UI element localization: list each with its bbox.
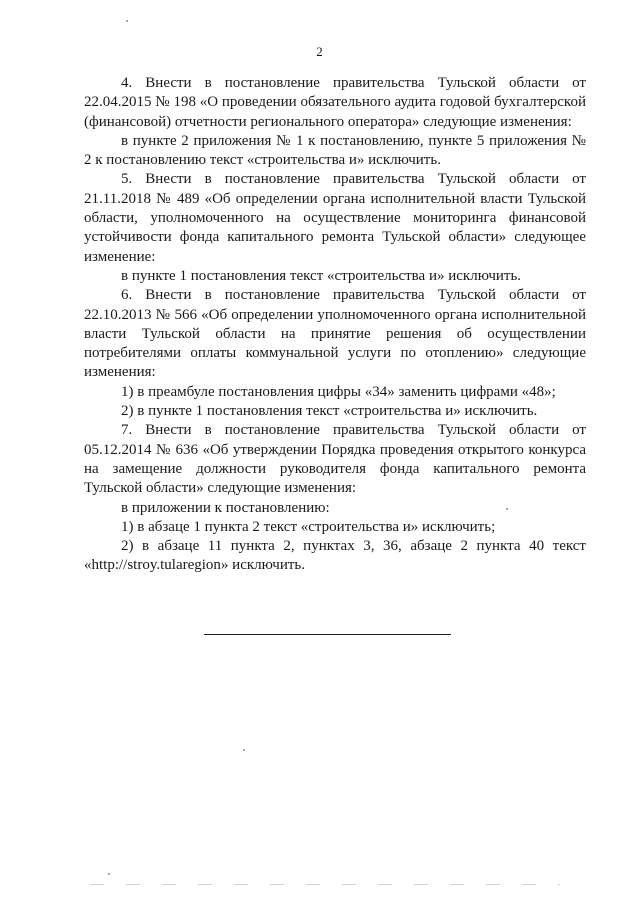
paragraph-item-6-change-2: 2) в пункте 1 постановления текст «строительства и» исключить.: [121, 403, 538, 420]
document-body: [84, 74, 586, 576]
page-number: 2: [316, 44, 323, 59]
scan-edge-artifact: [90, 884, 560, 885]
paragraph-item-4-change: в пункте 2 приложения № 1 к постановлению, пункте 5 приложения № 2 к постановлению текст «строительства и» исключить.: [84, 132, 586, 169]
paragraph-item-7: 7. Внести в постановление правительства Тульской области от 05.12.2014 № 636 «Об утверждении Порядка проведения открытого конкурса на замещение должности руководителя фонда капитального ремонта Тульской области» следующие изменения:: [84, 422, 586, 497]
paragraph-item-6-change-1: 1) в преамбуле постановления цифры «34» заменить цифрами «48»;: [121, 383, 556, 400]
paragraph-item-5-change: в пункте 1 постановления текст «строительства и» исключить.: [121, 267, 522, 284]
paragraph-item-7-intro: в приложении к постановлению:: [121, 499, 330, 516]
paragraph-item-7-change-2: 2) в абзаце 11 пункта 2, пунктах 3, 36, абзаце 2 пункта 40 текст «http://stroy.tularegion» исключить.: [84, 538, 586, 574]
paragraph-item-7-change-1: 1) в абзаце 1 пункта 2 текст «строительства и» исключить;: [121, 518, 496, 535]
closing-rule: [204, 634, 451, 635]
paragraph-item-5: 5. Внести в постановление правительства Тульской области от 21.11.2018 № 489 «Об определении органа исполнительной власти Тульской области, уполномоченного на осуществление мониторинга финансовой устойчивости фонда капитального ремонта Тульской области» следующее изменение:: [84, 171, 586, 265]
scan-speck: [108, 873, 110, 875]
paragraph-item-4: 4. Внести в постановление правительства Тульской области от 22.04.2015 № 198 «О проведении обязательного аудита годовой бухгалтерской (финансовой) отчетности регионального оператора» следующие изменения:: [84, 75, 586, 130]
paragraph-item-6: 6. Внести в постановление правительства Тульской области от 22.10.2013 № 566 «Об определении уполномоченного органа исполнительной власти Тульской области на принятие решения об осуществлении потребителями оплаты коммунальной услуги по отоплению» следующие изменения:: [84, 287, 586, 381]
scan-speck: [506, 508, 508, 510]
scan-speck: [243, 749, 245, 751]
scan-speck: [126, 20, 128, 22]
